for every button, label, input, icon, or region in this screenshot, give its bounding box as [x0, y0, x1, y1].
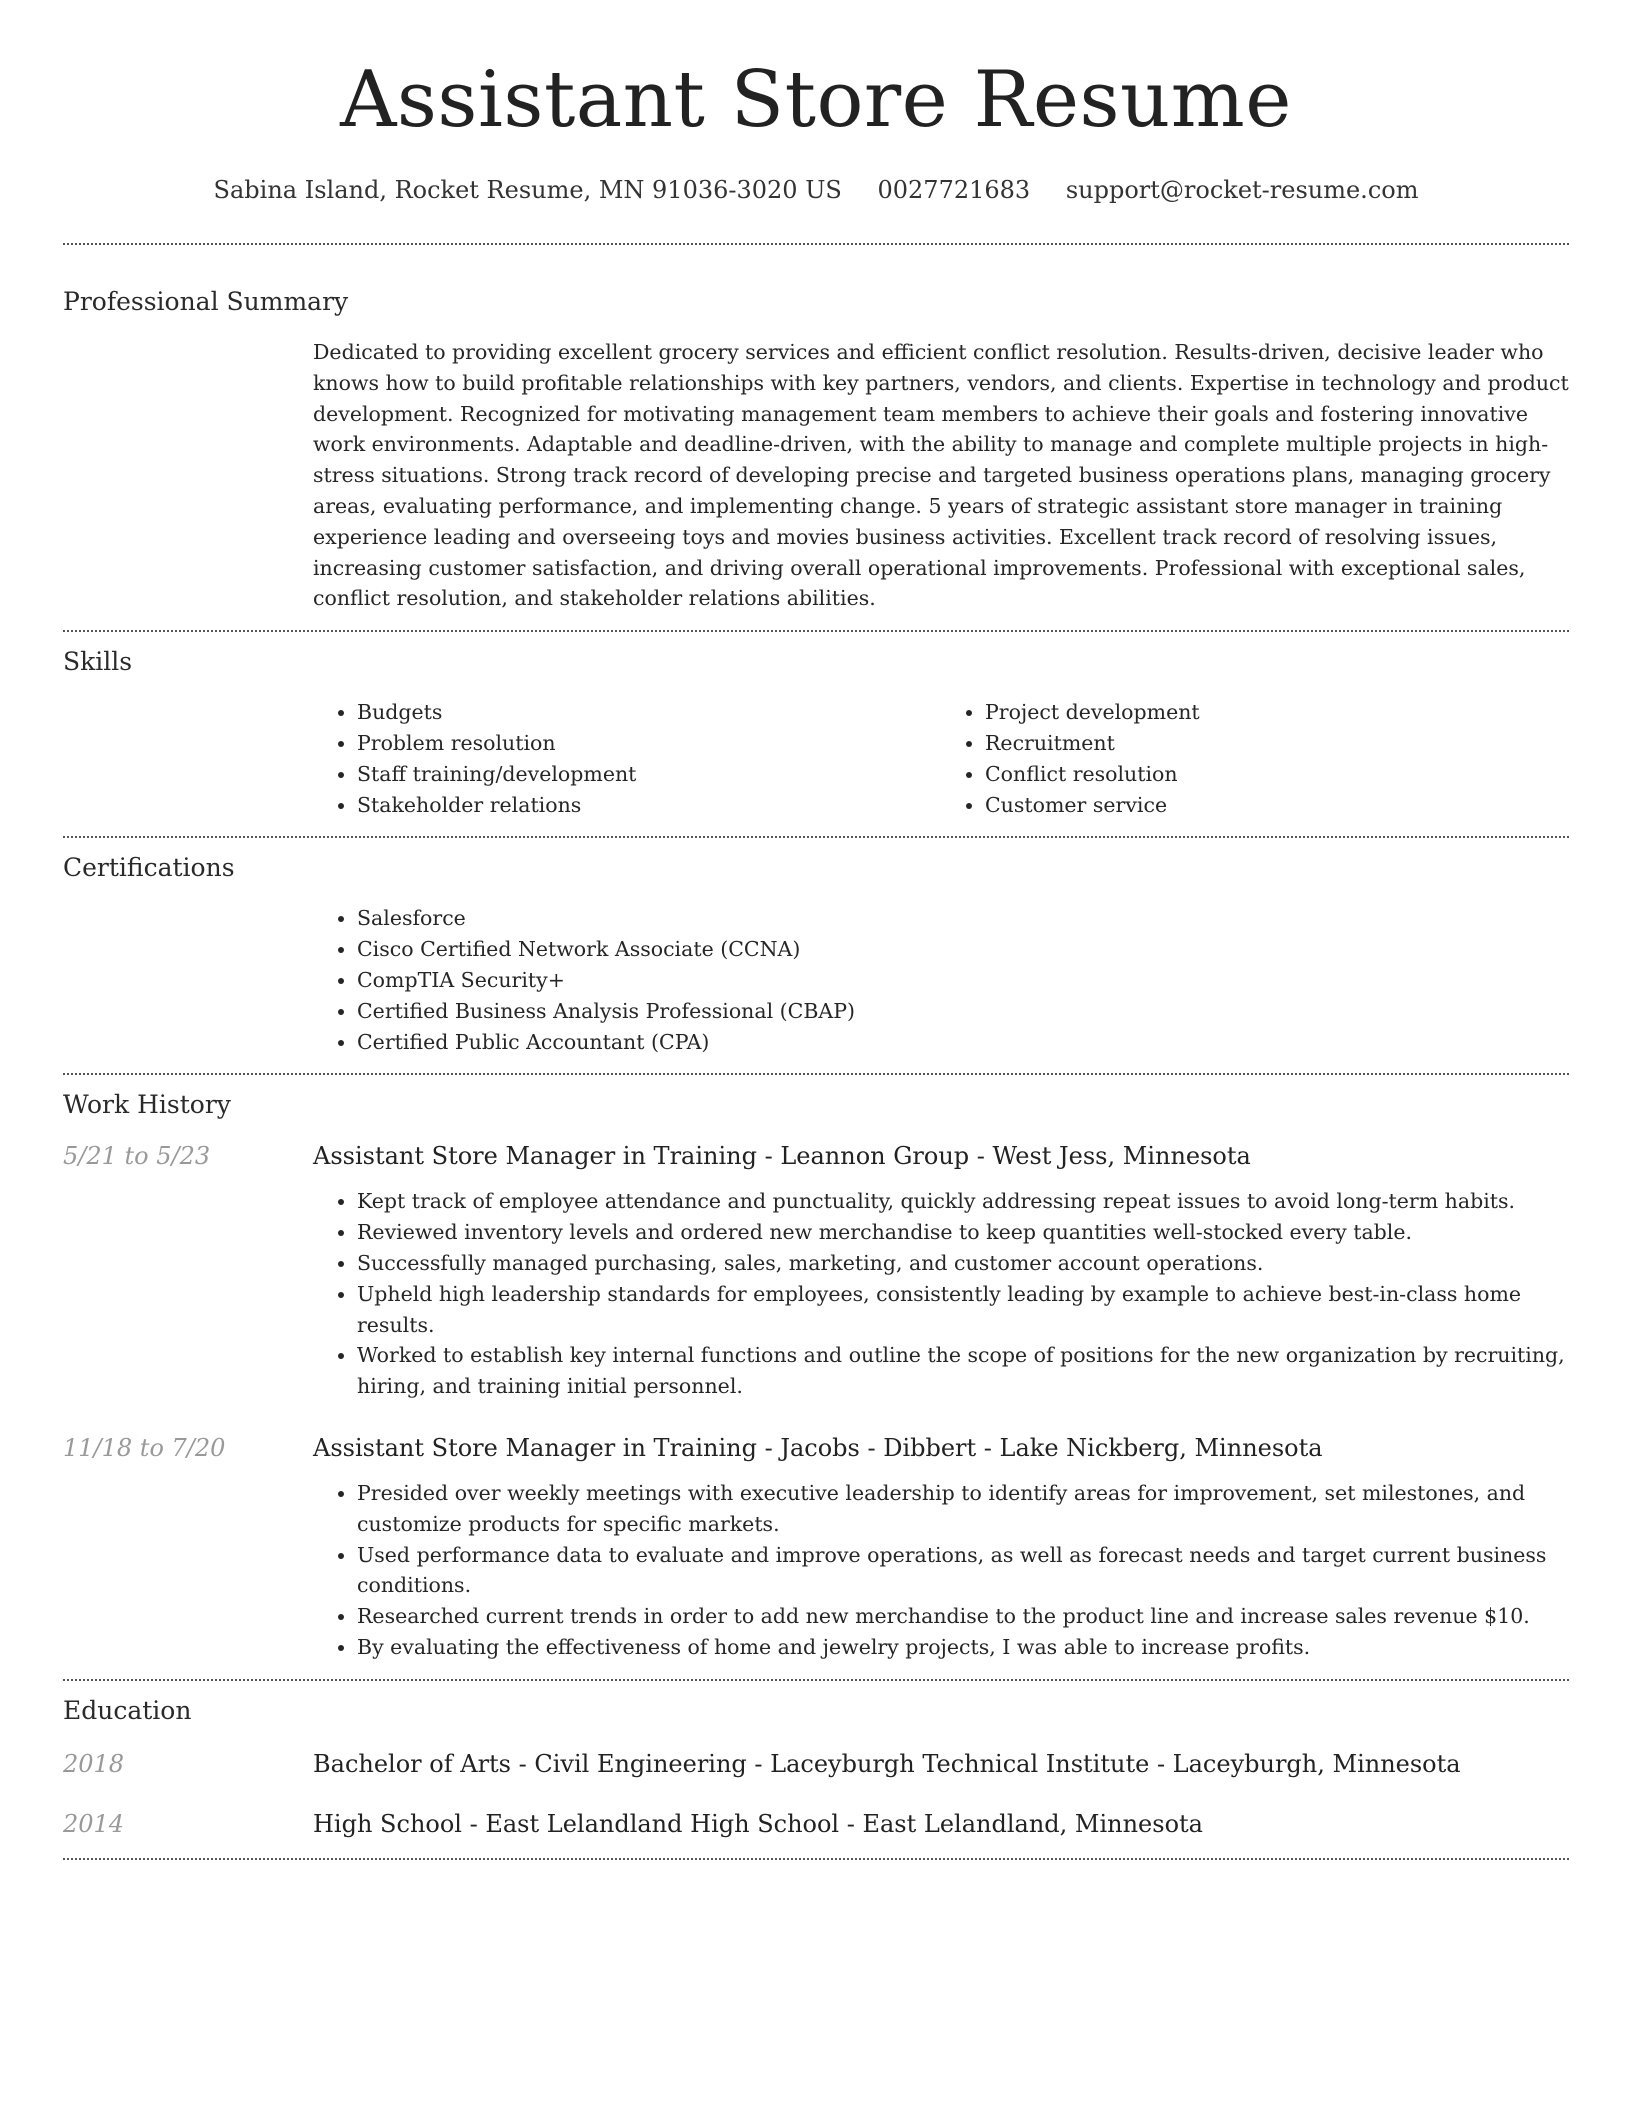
- job-dates: 11/18 to 7/20: [63, 1433, 226, 1462]
- job-bullet: • Kept track of employee attendance and punctuality, quickly addressing repeat issues to avoid long-term habits.: [357, 1186, 1569, 1217]
- job-dates: 5/21 to 5/23: [63, 1142, 211, 1171]
- skill-item: • Staff training/development: [357, 759, 941, 790]
- section-title-certifications: Certifications: [63, 853, 235, 883]
- education-heading: Bachelor of Arts - Civil Engineering - Laceyburgh Technical Institute - Laceyburgh, Minnesota: [313, 1749, 1461, 1778]
- section-title-work-history: Work History: [63, 1090, 231, 1120]
- skill-item: • Budgets: [357, 697, 941, 728]
- section-divider: [63, 1073, 1569, 1075]
- contact-phone: 0027721683: [877, 176, 1031, 204]
- job-bullet: • Worked to establish key internal functions and outline the scope of positions for the new organization by recruiting, hiring, and training initial personnel.: [357, 1340, 1569, 1402]
- job-bullets: [313, 1478, 1569, 1663]
- resume-title: Assistant Store Resume: [340, 55, 1292, 145]
- skills-list: [313, 697, 1569, 820]
- skill-item: • Conflict resolution: [985, 759, 1569, 790]
- job-bullet: • Used performance data to evaluate and improve operations, as well as forecast needs and target current business conditions.: [357, 1540, 1569, 1602]
- section-divider: [63, 836, 1569, 838]
- section-title-skills: Skills: [63, 647, 133, 677]
- job-entry: [63, 1434, 1569, 1663]
- education-entry: [63, 1750, 1569, 1778]
- certification-item: • Cisco Certified Network Associate (CCNA): [357, 934, 1569, 965]
- section-title-summary: Professional Summary: [63, 287, 349, 316]
- section-divider: [63, 1679, 1569, 1681]
- certification-item: • Salesforce: [357, 903, 1569, 934]
- section-title-education: Education: [63, 1695, 192, 1725]
- section-divider: [63, 243, 1569, 245]
- education-entry: [63, 1810, 1569, 1838]
- job-bullet: • Presided over weekly meetings with executive leadership to identify areas for improvement, set milestones, and customize products for specific markets.: [357, 1478, 1569, 1540]
- job-heading: Assistant Store Manager in Training - Jacobs - Dibbert - Lake Nickberg, Minnesota: [313, 1433, 1323, 1462]
- certification-item: • Certified Business Analysis Professional (CBAP): [357, 996, 1569, 1027]
- job-bullet: • Reviewed inventory levels and ordered new merchandise to keep quantities well-stocked every table.: [357, 1217, 1569, 1248]
- job-bullet: • By evaluating the effectiveness of home and jewelry projects, I was able to increase profits.: [357, 1632, 1569, 1663]
- certification-item: • Certified Public Accountant (CPA): [357, 1027, 1569, 1058]
- job-heading: Assistant Store Manager in Training - Leannon Group - West Jess, Minnesota: [313, 1142, 1251, 1171]
- job-bullets: [313, 1186, 1569, 1402]
- skill-item: • Stakeholder relations: [357, 790, 941, 821]
- job-entry: [63, 1142, 1569, 1402]
- skill-item: • Project development: [985, 697, 1569, 728]
- contact-address: Sabina Island, Rocket Resume, MN 91036-3020 US: [213, 176, 842, 204]
- skills-column-left: [313, 697, 941, 820]
- certifications-list: [313, 903, 1569, 1057]
- skill-item: • Customer service: [985, 790, 1569, 821]
- education-year: 2018: [63, 1749, 125, 1778]
- education-heading: High School - East Lelandland High School - East Lelandland, Minnesota: [313, 1809, 1203, 1838]
- section-divider: [63, 1858, 1569, 1860]
- skill-item: • Problem resolution: [357, 728, 941, 759]
- job-bullet: • Successfully managed purchasing, sales, marketing, and customer account operations.: [357, 1248, 1569, 1279]
- certification-item: • CompTIA Security+: [357, 965, 1569, 996]
- skill-item: • Recruitment: [985, 728, 1569, 759]
- resume-header: [63, 0, 1569, 206]
- education-year: 2014: [63, 1809, 125, 1838]
- contact-line: [63, 174, 1569, 206]
- section-divider: [63, 630, 1569, 632]
- summary-text: Dedicated to providing excellent grocery services and efficient conflict resolution. Results-driven, decisive leader who knows how to build profitable relationships with key partners, vendors, and clients. Expertise in technology and product development. Recognized for motivating management team members to achieve their goals and fostering innovative work environments. Adaptable and deadline-driven, with the ability to manage and complete multiple projects in high-stress situations. Strong track record of developing precise and targeted business operations plans, managing grocery areas, evaluating performance, and implementing change. 5 years of strategic assistant store manager in training experience leading and overseeing toys and movies business activities. Excellent track record of resolving issues, increasing customer satisfaction, and driving overall operational improvements. Professional with exceptional sales, conflict resolution, and stakeholder relations abilities.: [313, 340, 1569, 611]
- skills-column-right: [941, 697, 1569, 820]
- job-bullet: • Researched current trends in order to add new merchandise to the product line and increase sales revenue $10.: [357, 1601, 1569, 1632]
- contact-email: support@rocket-resume.com: [1065, 176, 1419, 204]
- job-bullet: • Upheld high leadership standards for employees, consistently leading by example to achieve best-in-class home results.: [357, 1279, 1569, 1341]
